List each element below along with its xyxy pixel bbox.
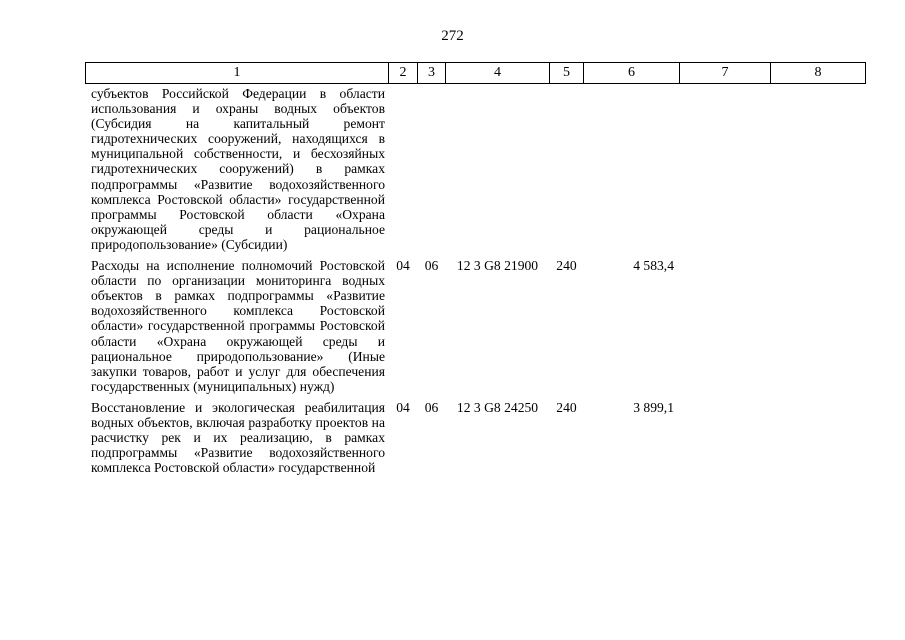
column-header: 3 — [418, 63, 446, 84]
expense-description: субъектов Российской Федерации в области использования и охраны водных объектов (Субсидия на капитальный ремонт гидротехнических сооружений, находящихся в муниципальной собственности, и бесхозяйных гидротехнических сооружений) в рамках подпрограммы «Развитие водохозяйственного комплекса Ростовской области» государственной программы Ростовской области «Охрана окружающей среды и рациональное природопользование» (Субсидии) — [91, 86, 385, 252]
column-7-value — [680, 394, 771, 475]
column-header: 5 — [550, 63, 584, 84]
section-code: 04 — [396, 258, 410, 274]
column-8-value — [771, 84, 866, 253]
column-7-value — [680, 252, 771, 394]
amount-value: 4 583,4 — [633, 258, 674, 274]
section-code — [389, 84, 418, 253]
target-item-code: 12 3 G8 24250 — [456, 399, 539, 415]
column-8-value — [771, 394, 866, 475]
subsection-code: 06 — [424, 399, 439, 415]
column-header: 4 — [446, 63, 550, 84]
page-number: 272 — [441, 28, 464, 44]
table-row — [86, 394, 866, 475]
amount-value: 3 899,1 — [633, 399, 674, 415]
budget-table — [85, 62, 866, 475]
expense-type-code: 240 — [556, 258, 577, 274]
subsection-code: 06 — [424, 258, 439, 274]
column-header: 7 — [680, 63, 771, 84]
column-7-value — [680, 84, 771, 253]
section-code: 04 — [396, 399, 410, 415]
table-header-row — [86, 63, 866, 84]
table-row — [86, 252, 866, 394]
table-row — [86, 84, 866, 253]
column-8-value — [771, 252, 866, 394]
expense-type-code: 240 — [556, 399, 577, 415]
column-header: 6 — [584, 63, 680, 84]
column-header: 2 — [389, 63, 418, 84]
column-header: 1 — [86, 63, 389, 84]
expense-type-code — [550, 84, 584, 253]
expense-description: Расходы на исполнение полномочий Ростовской области по организации мониторинга водных объектов в рамках подпрограммы «Развитие водохозяйственного комплекса Ростовской области» государственной программы Ростовской области «Охрана окружающей среды и рациональное природопользование» (Иные закупки товаров, работ и услуг для обеспечения государственных (муниципальных) нужд) — [91, 258, 385, 394]
target-item-code — [446, 84, 550, 253]
target-item-code: 12 3 G8 21900 — [456, 258, 539, 274]
subsection-code — [418, 84, 446, 253]
column-header: 8 — [771, 63, 866, 84]
expense-description: Восстановление и экологическая реабилитация водных объектов, включая разработку проектов на расчистку рек и их реализацию, в рамках подпрограммы «Развитие водохозяйственного комплекса Ростовской области» государственной — [91, 399, 385, 476]
amount-value — [584, 84, 680, 253]
